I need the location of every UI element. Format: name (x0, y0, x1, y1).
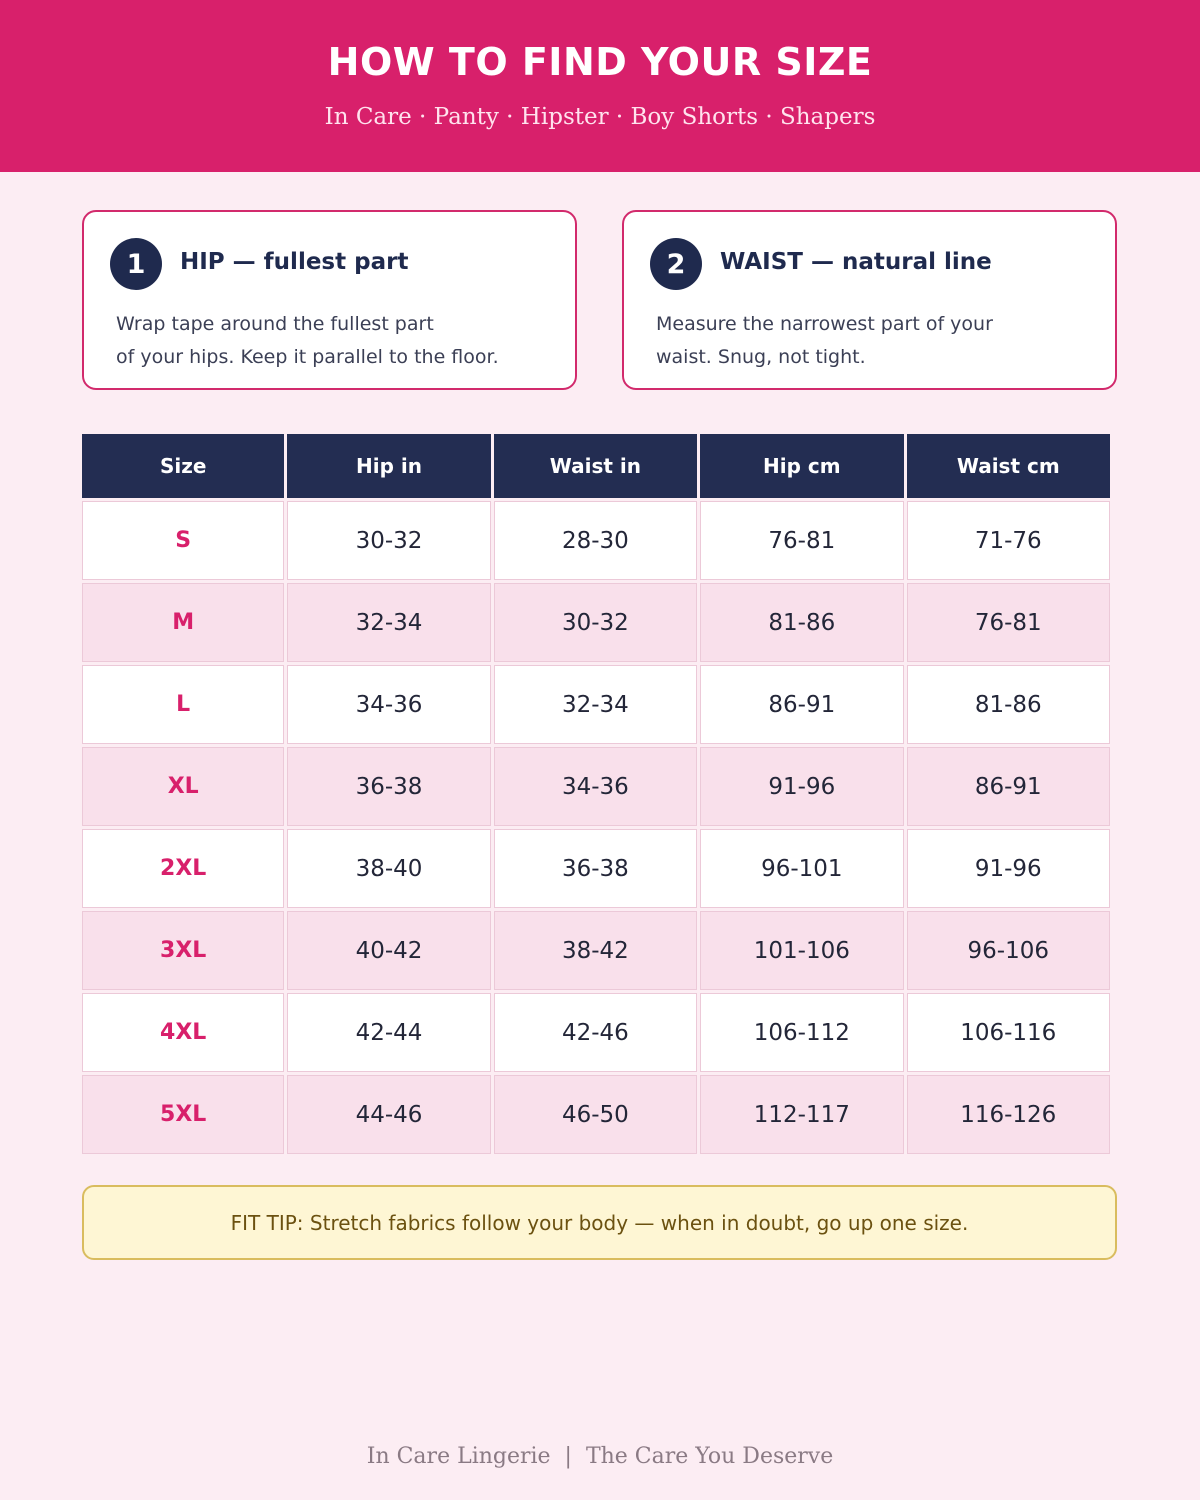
hip-cm-cell: 81-86 (700, 583, 903, 662)
table-row (82, 583, 1110, 662)
waist-cm-cell: 96-106 (907, 911, 1110, 990)
waist-cm-cell: 106-116 (907, 993, 1110, 1072)
size-label: XL (82, 747, 284, 826)
hip-in-cell: 32-34 (287, 583, 490, 662)
column-header-size: Size (82, 434, 284, 498)
size-label: 5XL (82, 1075, 284, 1154)
hip-in-cell: 40-42 (287, 911, 490, 990)
waist-in-cell: 36-38 (494, 829, 697, 908)
step-title: WAIST — natural line (720, 249, 992, 275)
hip-instruction-card (82, 210, 577, 390)
waist-cm-cell: 81-86 (907, 665, 1110, 744)
hip-cm-cell: 86-91 (700, 665, 903, 744)
column-header-hip-in: Hip in (287, 434, 490, 498)
step-description-line: Measure the narrowest part of your (656, 313, 993, 335)
hip-in-cell: 36-38 (287, 747, 490, 826)
waist-in-cell: 38-42 (494, 911, 697, 990)
waist-in-cell: 34-36 (494, 747, 697, 826)
footer-tagline: In Care Lingerie | The Care You Deserve (366, 1444, 834, 1469)
table-row (82, 665, 1110, 744)
page-subtitle: In Care · Panty · Hipster · Boy Shorts · Shapers (324, 104, 876, 130)
step-description (116, 308, 556, 374)
waist-in-cell: 42-46 (494, 993, 697, 1072)
waist-cm-cell: 76-81 (907, 583, 1110, 662)
step-description-line: Wrap tape around the fullest part (116, 313, 434, 335)
table-row (82, 911, 1110, 990)
hip-in-cell: 34-36 (287, 665, 490, 744)
waist-in-cell: 46-50 (494, 1075, 697, 1154)
hip-in-cell: 30-32 (287, 501, 490, 580)
waist-cm-cell: 91-96 (907, 829, 1110, 908)
size-chart-table (79, 431, 1113, 1157)
hip-in-cell: 44-46 (287, 1075, 490, 1154)
step-number-badge: 2 (650, 238, 702, 290)
waist-cm-cell: 71-76 (907, 501, 1110, 580)
hip-cm-cell: 112-117 (700, 1075, 903, 1154)
hip-cm-cell: 106-112 (700, 993, 903, 1072)
fit-tip-text: FIT TIP: Stretch fabrics follow your body — when in doubt, go up one size. (230, 1210, 969, 1235)
hip-cm-cell: 76-81 (700, 501, 903, 580)
size-label: 4XL (82, 993, 284, 1072)
table-row (82, 747, 1110, 826)
column-header-hip-cm: Hip cm (700, 434, 903, 498)
table-row (82, 1075, 1110, 1154)
fit-tip-banner (82, 1185, 1117, 1260)
step-description (656, 308, 1096, 374)
table-header-row (82, 434, 1110, 498)
size-label: 3XL (82, 911, 284, 990)
size-label: L (82, 665, 284, 744)
hip-cm-cell: 96-101 (700, 829, 903, 908)
page-title: HOW TO FIND YOUR SIZE (327, 40, 873, 84)
hip-in-cell: 42-44 (287, 993, 490, 1072)
hip-cm-cell: 91-96 (700, 747, 903, 826)
step-title: HIP — fullest part (180, 249, 409, 275)
page-header (0, 0, 1200, 172)
table-row (82, 501, 1110, 580)
column-header-waist-cm: Waist cm (907, 434, 1110, 498)
hip-cm-cell: 101-106 (700, 911, 903, 990)
table-row (82, 993, 1110, 1072)
step-description-line: of your hips. Keep it parallel to the floor. (116, 346, 499, 368)
waist-in-cell: 32-34 (494, 665, 697, 744)
waist-in-cell: 28-30 (494, 501, 697, 580)
size-label: 2XL (82, 829, 284, 908)
size-label: M (82, 583, 284, 662)
waist-cm-cell: 116-126 (907, 1075, 1110, 1154)
step-description-line: waist. Snug, not tight. (656, 346, 866, 368)
waist-in-cell: 30-32 (494, 583, 697, 662)
waist-cm-cell: 86-91 (907, 747, 1110, 826)
hip-in-cell: 38-40 (287, 829, 490, 908)
size-label: S (82, 501, 284, 580)
column-header-waist-in: Waist in (494, 434, 697, 498)
table-row (82, 829, 1110, 908)
step-number-badge: 1 (110, 238, 162, 290)
waist-instruction-card (622, 210, 1117, 390)
